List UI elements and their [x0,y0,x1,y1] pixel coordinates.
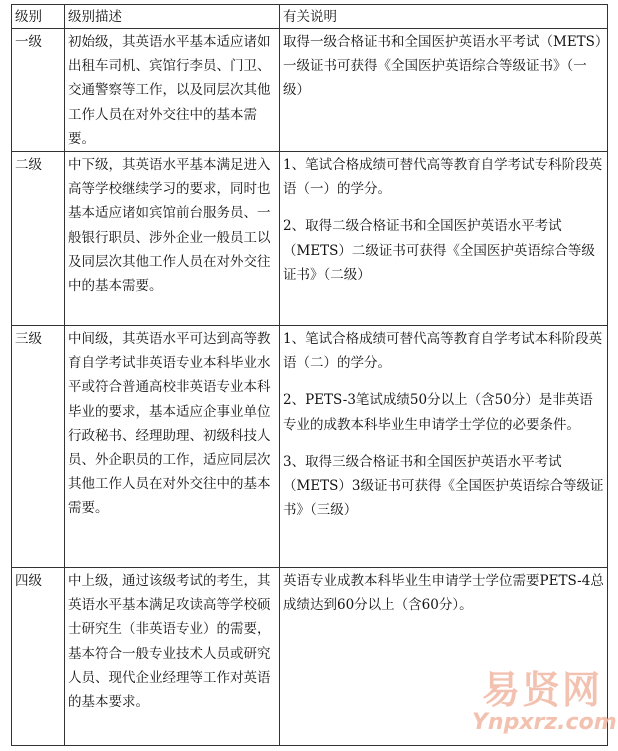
note-paragraph: 1、笔试合格成绩可替代高等教育自学考试本科阶段英语（二）的学分。 [283,331,603,372]
table-header-row [12,5,608,29]
table-row-level-3 [12,326,608,568]
header-notes: 有关说明 [280,5,608,29]
site-watermark-logo [472,668,617,743]
level-cell: 二级 [12,152,65,326]
pets-level-table [11,4,608,746]
description-cell: 中下级，其英语水平基本满足进入高等学校继续学习的要求，同时也基本适应诸如宾馆前台服务员、一般银行职员、涉外企业一般员工以及同层次其他工作人员在对外交往中的基本需要。 [65,152,280,326]
notes-cell [280,152,608,326]
table-row-level-1 [12,29,608,152]
note-paragraph: 2、PETS-3笔试成绩50分以上（含50分）是非英语专业的成教本科毕业生申请学士学位的必要条件。 [283,392,593,433]
description-cell: 初始级，其英语水平基本适应诸如出租车司机、宾馆行李员、门卫、交通警察等工作，以及同层次其他工作人员在对外交往中的基本需要。 [65,29,280,152]
notes-cell [280,326,608,568]
note-paragraph: 2、取得二级合格证书和全国医护英语水平考试（METS）二级证书可获得《全国医护英语综合等级证书》（二级） [283,218,595,283]
note-paragraph: 英语专业成教本科毕业生申请学士学位需要PETS-4总成绩达到60分以上（含60分）。 [283,573,604,614]
note-paragraph: 1、笔试合格成绩可替代高等教育自学考试专科阶段英语（一）的学分。 [283,157,603,198]
level-cell: 四级 [12,568,65,746]
level-cell: 一级 [12,29,65,152]
notes-cell [280,29,608,152]
description-cell: 中上级，通过该级考试的考生，其英语水平基本满足攻读高等学校硕士研究生（非英语专业）的需要，基本符合一般专业技术人员或研究人员、现代企业经理等工作对英语的基本要求。 [65,568,280,746]
description-cell: 中间级，其英语水平可达到高等教育自学考试非英语专业本科毕业水平或符合普通高校非英语专业本科毕业的要求，基本适应企事业单位行政秘书、经理助理、初级科技人员、外企职员的工作，适应同层次其他工作人员在对外交往中的基本需要。 [65,326,280,568]
level-cell: 三级 [12,326,65,568]
note-paragraph: 3、取得三级合格证书和全国医护英语水平考试（METS）3级证书可获得《全国医护英语综合等级证书》（三级） [283,453,604,519]
header-description: 级别描述 [65,5,280,29]
header-level: 级别 [12,5,65,29]
watermark-title: 易贤网 [481,668,602,712]
table-row-level-2 [12,152,608,326]
note-paragraph: 取得一级合格证书和全国医护英语水平考试（METS）一级证书可获得《全国医护英语综合等级证书》（一级） [283,34,602,99]
watermark-url: Ynpxrz.com [472,710,617,735]
